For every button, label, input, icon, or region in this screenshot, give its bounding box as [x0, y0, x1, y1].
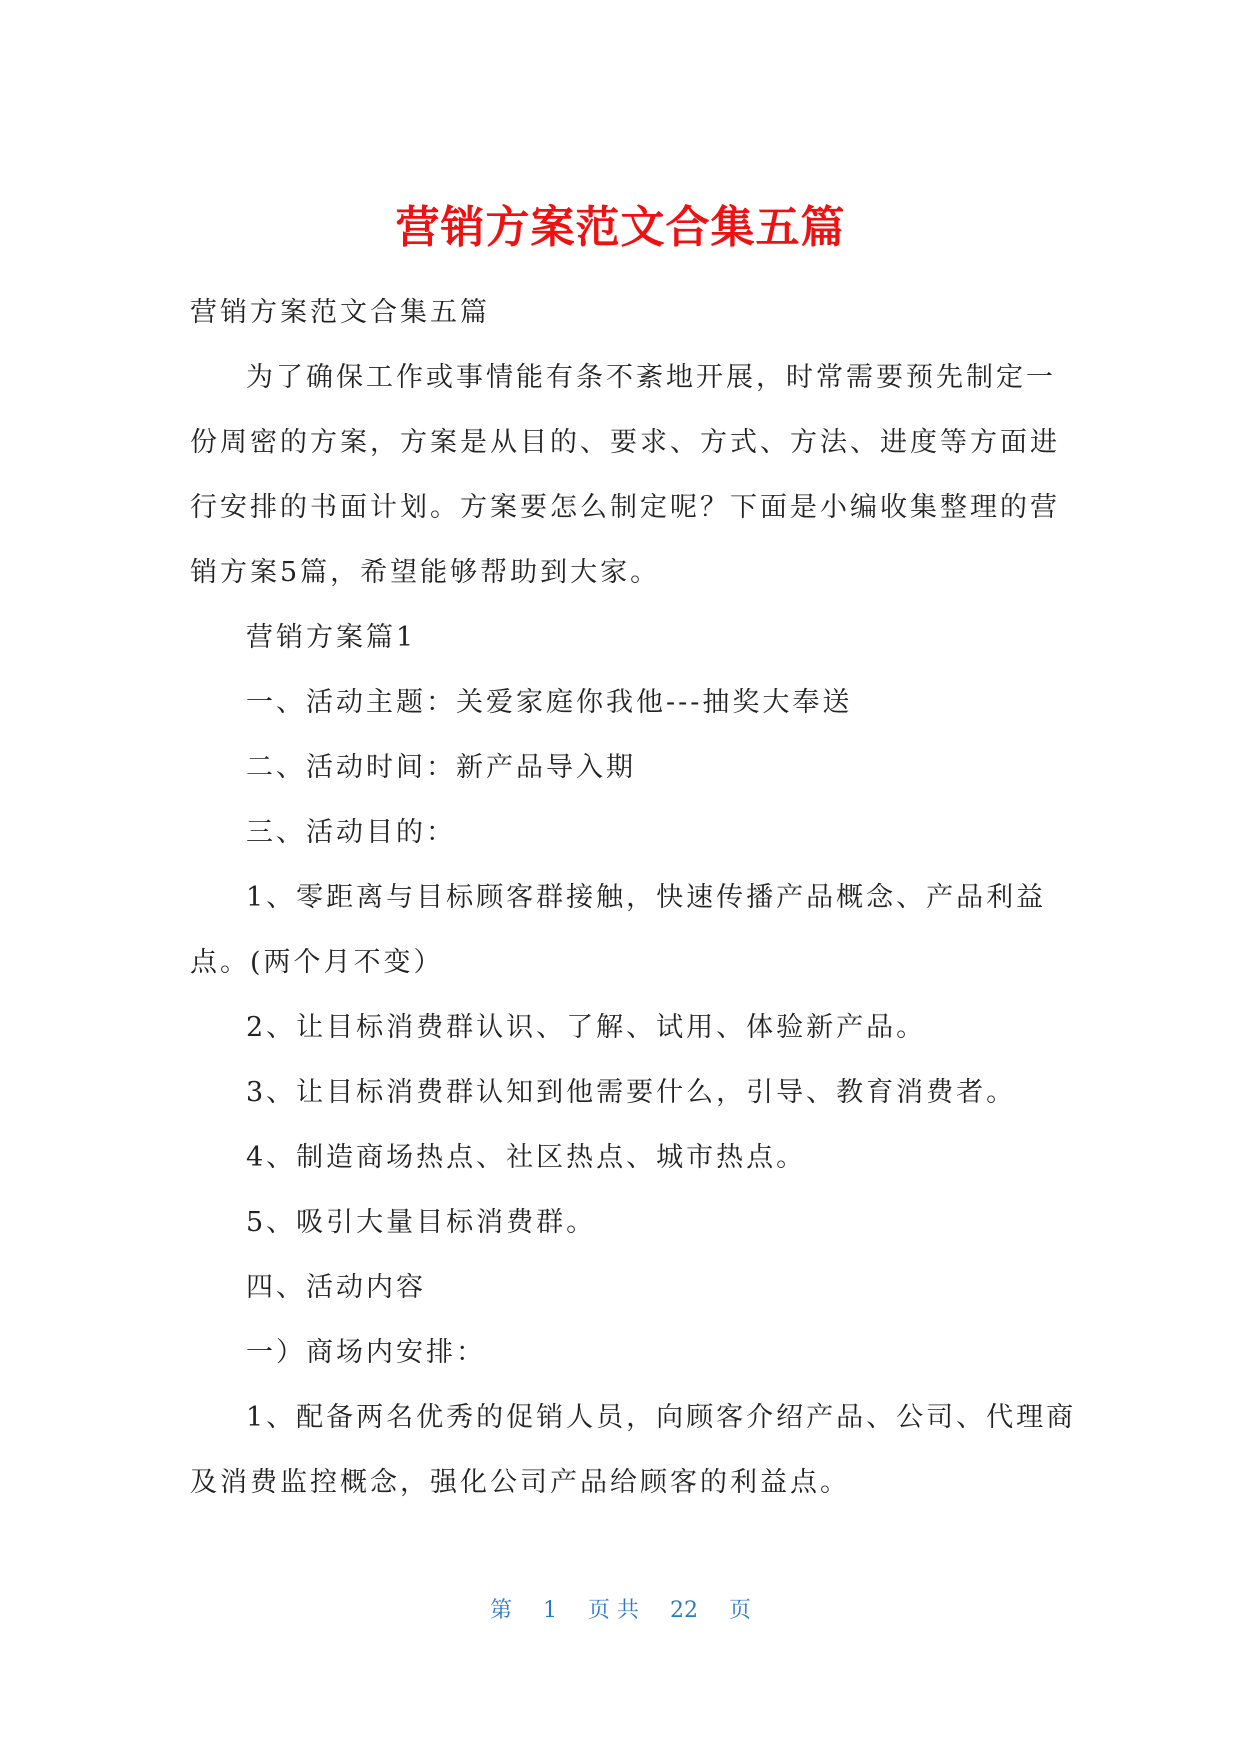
paragraph-line: 行安排的书面计划。方案要怎么制定呢？下面是小编收集整理的营 — [190, 492, 1060, 523]
footer-middle: 页 共 — [588, 1598, 639, 1623]
paragraph-line: 3、让目标消费群认知到他需要什么，引导、教育消费者。 — [246, 1077, 1017, 1108]
paragraph-line: 一、活动主题：关爱家庭你我他---抽奖大奉送 — [246, 687, 853, 718]
subtitle-line: 营销方案范文合集五篇 — [190, 297, 490, 328]
footer-prefix: 第 — [489, 1598, 512, 1623]
page-footer — [0, 1593, 1241, 1624]
paragraph-line: 2、让目标消费群认识、了解、试用、体验新产品。 — [246, 1012, 927, 1043]
paragraph-line: 5、吸引大量目标消费群。 — [246, 1207, 597, 1238]
paragraph-line: 份周密的方案，方案是从目的、要求、方式、方法、进度等方面进 — [190, 427, 1060, 458]
paragraph-line: 四、活动内容 — [246, 1272, 426, 1303]
paragraph-line: 1、配备两名优秀的促销人员，向顾客介绍产品、公司、代理商 — [246, 1402, 1077, 1433]
document-body — [190, 280, 1077, 1515]
paragraph-line: 1、零距离与目标顾客群接触，快速传播产品概念、产品利益 — [246, 882, 1047, 913]
footer-total-pages: 22 — [670, 1598, 698, 1623]
section-heading: 营销方案篇1 — [246, 622, 417, 653]
paragraph-line: 三、活动目的： — [246, 817, 456, 848]
paragraph-line: 一）商场内安排： — [246, 1337, 486, 1368]
paragraph-line: 为了确保工作或事情能有条不紊地开展，时常需要预先制定一 — [246, 362, 1056, 393]
document-title: 营销方案范文合集五篇 — [395, 202, 846, 253]
paragraph-line: 销方案5篇，希望能够帮助到大家。 — [190, 557, 661, 588]
footer-page-number: 1 — [543, 1598, 557, 1623]
paragraph-line: 4、制造商场热点、社区热点、城市热点。 — [246, 1142, 807, 1173]
paragraph-line: 点。(两个月不变） — [190, 947, 444, 978]
paragraph-line: 二、活动时间：新产品导入期 — [246, 752, 636, 783]
paragraph-line: 及消费监控概念，强化公司产品给顾客的利益点。 — [190, 1467, 850, 1498]
footer-suffix: 页 — [729, 1598, 752, 1623]
